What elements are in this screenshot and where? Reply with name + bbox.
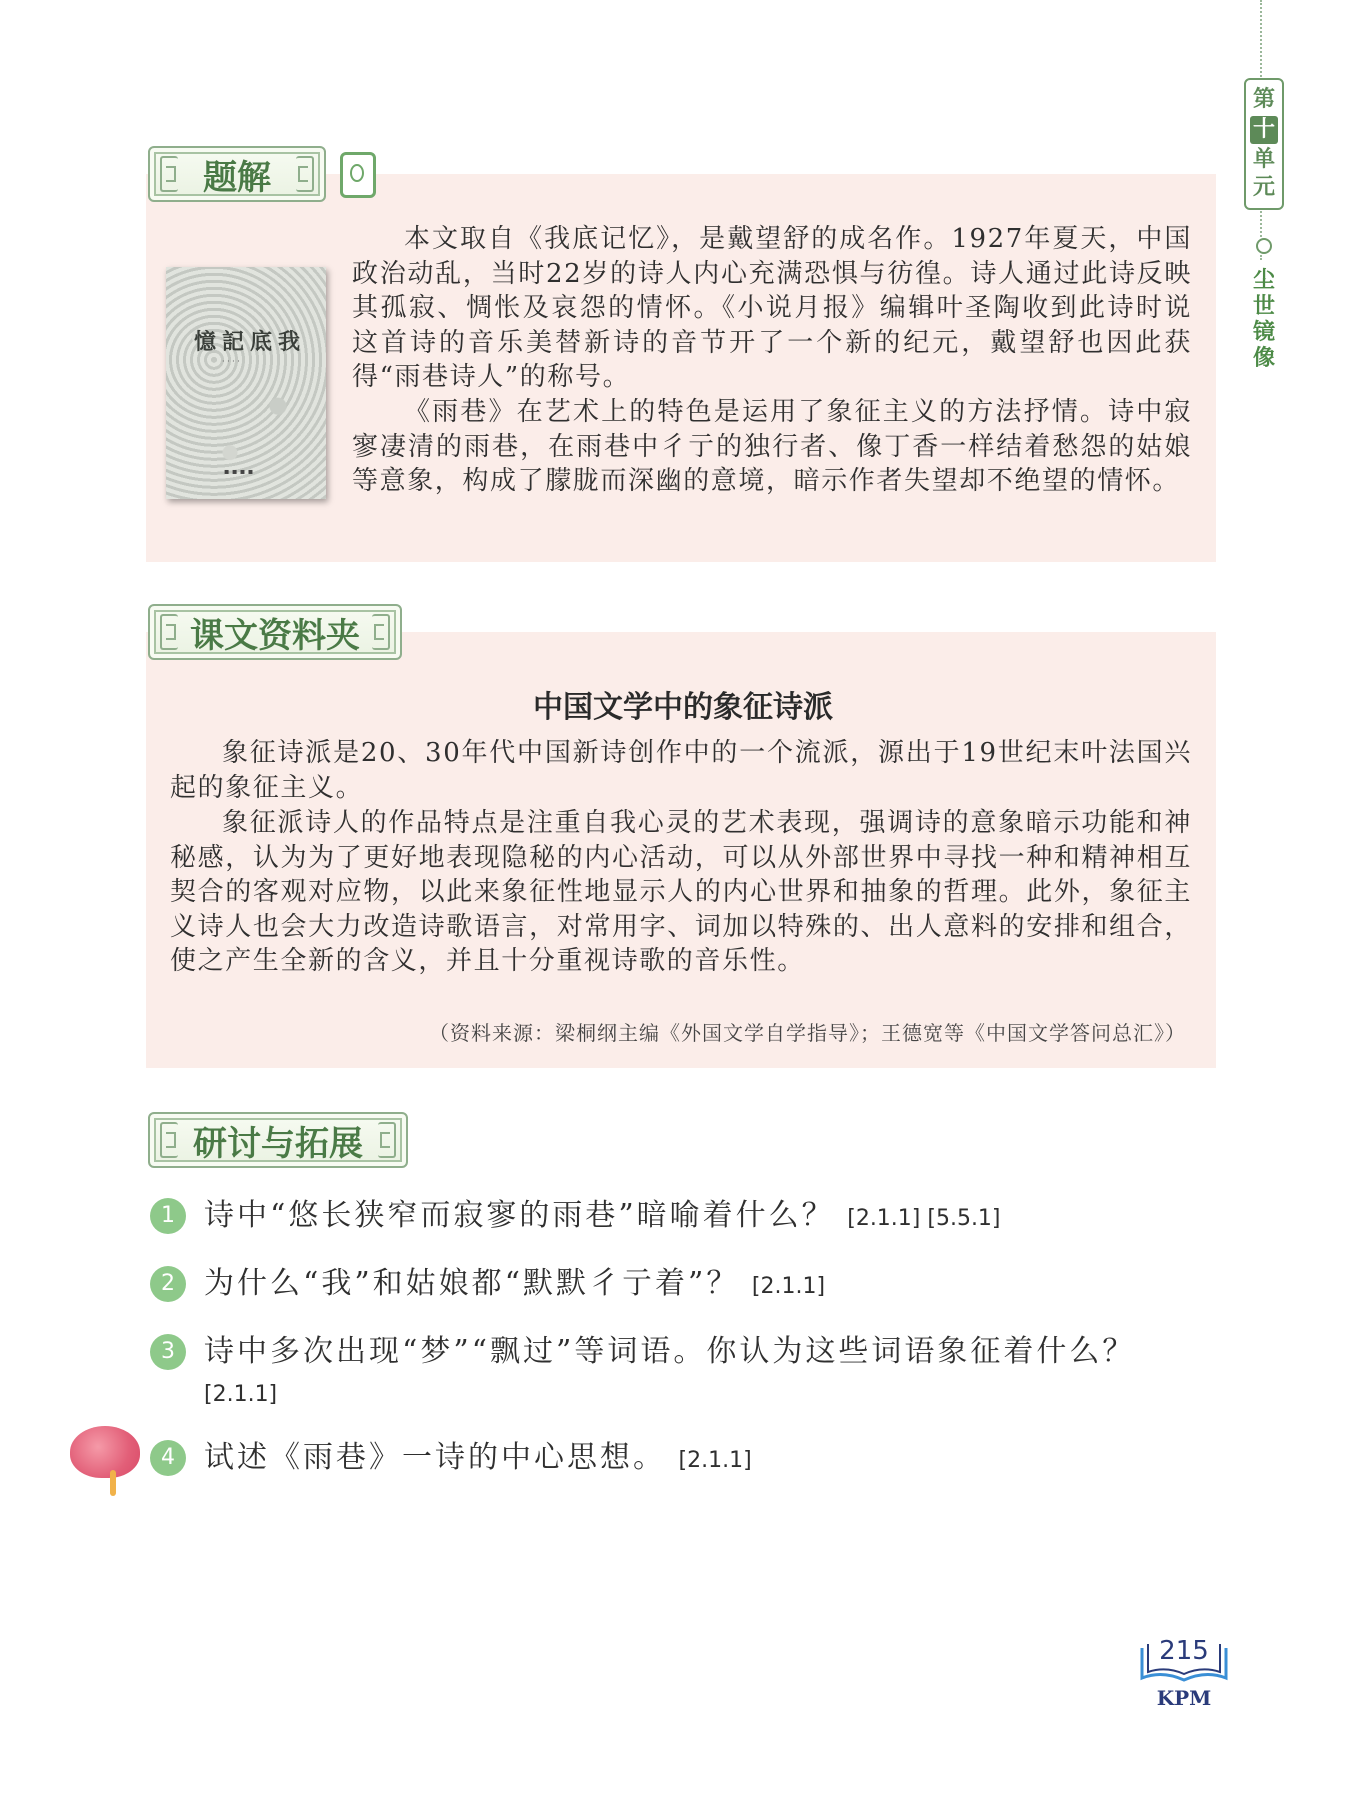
question-text-wrap [204,1264,825,1307]
question-text: 诗中“悠长狭窄而寂寥的雨巷”暗喻着什么？ [204,1198,835,1233]
heading-ornament-left [160,156,178,192]
brain-icon [70,1426,140,1478]
book-cover-publisher-mark: ▪ ▪ ▪ ▪ [224,467,254,476]
question-reference: [2.1.1] [5.5.1] [847,1206,1001,1231]
unit-label-top: 第 [1252,87,1275,112]
heading-ornament-left [160,614,178,650]
publisher-logo-text: KPM [1156,1686,1212,1710]
question-number: 3 [150,1334,186,1370]
question-number: 4 [150,1440,186,1476]
article-paragraph-1: 象征诗派是20、30年代中国新诗创作中的一个流派，源出于19世纪末叶法国兴起的象征主义。 [170,738,1192,803]
question-number: 2 [150,1266,186,1302]
unit-number: 十 [1250,116,1278,144]
materials-heading-text: 课文资料夹 [190,615,360,656]
materials-heading [148,604,402,660]
question-text-wrap [204,1438,752,1481]
source-citation: （资料来源：梁桐纲主编《外国文学自学指导》；王德宽等《中国文学答问总汇》） [429,1021,1186,1045]
question-text-wrap [204,1332,1204,1415]
unit-label-bottom: 单元 [1253,147,1276,200]
heading-ornament-right [296,156,314,192]
question-number: 1 [150,1198,186,1234]
page-number: 215 [1159,1636,1209,1666]
unit-theme: 尘世镜像 [1252,268,1275,371]
intro-paragraph-2: 《雨巷》在艺术上的特色是运用了象征主义的方法抒情。诗中寂寥凄清的雨巷，在雨巷中彳亍的独行者、像丁香一样结着愁怨的姑娘等意象，构成了朦胧而深幽的意境，暗示作者失望却不绝望的情怀。 [352,397,1192,496]
question-text: 诗中多次出现“梦”“飘过”等词语。你认为这些词语象征着什么？ [204,1334,1136,1369]
discussion-heading-text: 研讨与拓展 [193,1123,363,1164]
intro-heading-text: 题解 [203,157,271,198]
heading-ornament-right [372,614,390,650]
heading-ornament-left [160,1122,178,1158]
question-text: 为什么“我”和姑娘都“默默彳亍着”？ [204,1266,740,1301]
question-1 [150,1196,1220,1236]
unit-label [1244,78,1284,210]
question-4 [150,1438,1220,1478]
question-reference: [2.1.1] [204,1382,278,1407]
mobile-resource-icon[interactable] [340,152,376,198]
brain-icon-stem [110,1470,116,1496]
discussion-heading [148,1112,408,1168]
article-paragraph-2: 象征派诗人的作品特点是注重自我心灵的艺术表现，强调诗的意象暗示功能和神秘感，认为为了更好地表现隐秘的内心活动，可以从外部世界中寻找一种和精神相互契合的客观对应物，以此来象征性地显示人的内心世界和抽象的哲理。此外，象征主义诗人也会大力改造诗歌语言，对常用字、词加以特殊的、出人意料的安排和组合，使之产生全新的含义，并且十分重视诗歌的音乐性。 [170,808,1192,976]
question-text: 试述《雨巷》一诗的中心思想。 [204,1440,666,1475]
heading-ornament-right [378,1122,396,1158]
book-cover-title: 憶記底我 [194,329,307,355]
intro-heading [148,146,326,202]
question-3 [150,1332,1220,1416]
question-reference: [2.1.1] [678,1448,752,1473]
book-cover-subtitle-mark: · · · · [222,357,240,366]
question-2 [150,1264,1220,1304]
article-title: 中国文学中的象征诗派 [533,690,833,725]
intro-paragraph-1: 本文取自《我底记忆》，是戴望舒的成名作。1927年夏天，中国政治动乱，当时22岁的诗人内心充满恐惧与彷徨。诗人通过此诗反映其孤寂、惆怅及哀怨的情怀。《小说月报》编辑叶圣陶收到此诗时说这首诗的音乐美替新诗的音节开了一个新的纪元，戴望舒也因此获得“雨巷诗人”的称号。 [352,224,1192,392]
unit-dot [1256,238,1272,254]
question-text-wrap [204,1196,1001,1239]
book-cover-image [166,267,326,499]
question-reference: [2.1.1] [751,1274,826,1299]
